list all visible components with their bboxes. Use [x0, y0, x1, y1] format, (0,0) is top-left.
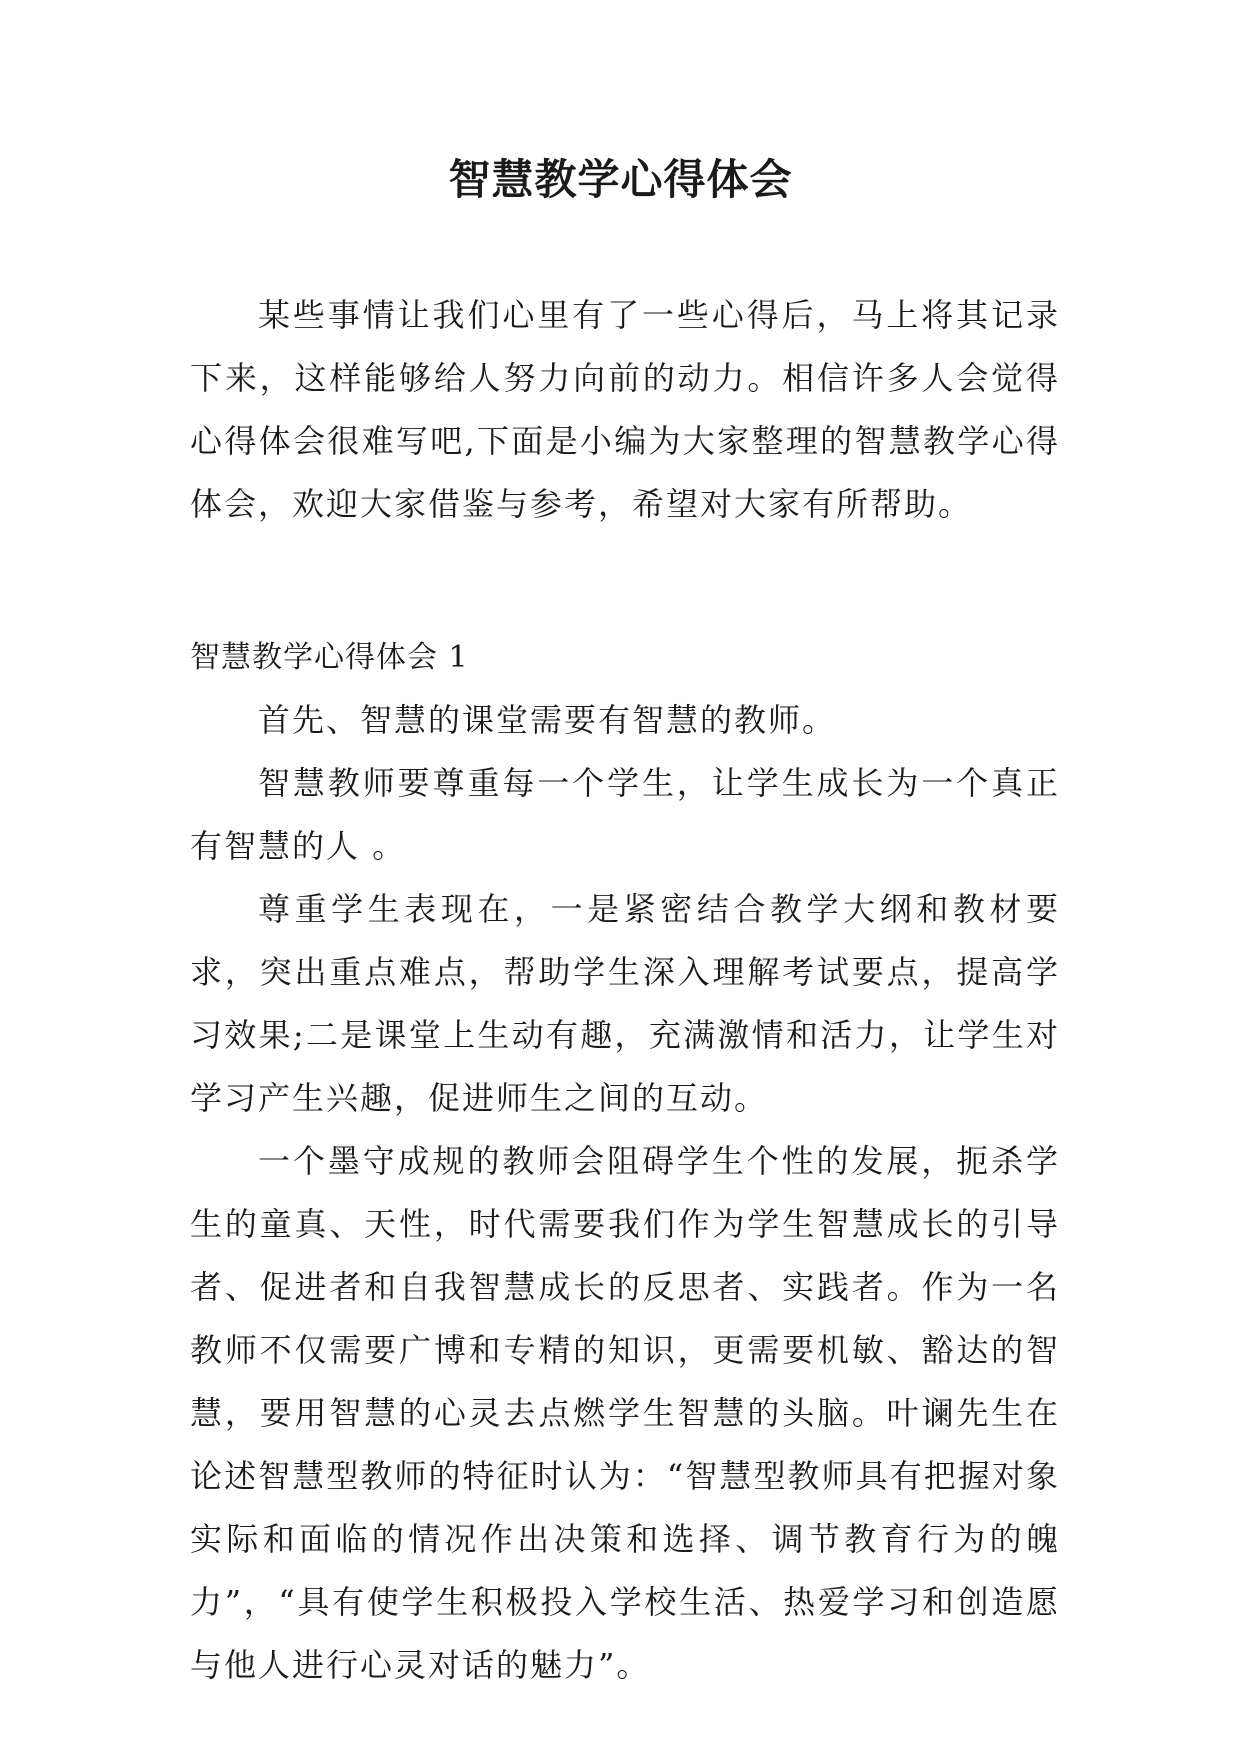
document-body	[190, 284, 1060, 1697]
section-heading: 智慧教学心得体会 1	[190, 640, 469, 675]
intro-paragraph: 某些事情让我们心里有了一些心得后，马上将其记录下来，这样能够给人努力向前的动力。相信许多人会觉得心得体会很难写吧,下面是小编为大家整理的智慧教学心得体会，欢迎大家借鉴与参考，希望对大家有所帮助。	[190, 296, 1060, 523]
body-paragraph-4: 一个墨守成规的教师会阻碍学生个性的发展，扼杀学生的童真、天性，时代需要我们作为学生智慧成长的引导者、促进者和自我智慧成长的反思者、实践者。作为一名教师不仅需要广博和专精的知识，更需要机敏、豁达的智慧，要用智慧的心灵去点燃学生智慧的头脑。叶谰先生在论述智慧型教师的特征时认为：“智慧型教师具有把握对象实际和面临的情况作出决策和选择、调节教育行为的魄力”，“具有使学生积极投入学校生活、热爱学习和创造愿与他人进行心灵对话的魅力”。	[190, 1142, 1060, 1684]
body-paragraph-3: 尊重学生表现在，一是紧密结合教学大纲和教材要求，突出重点难点，帮助学生深入理解考试要点，提高学习效果;二是课堂上生动有趣，充满激情和活力，让学生对学习产生兴趣，促进师生之间的互动。	[190, 890, 1060, 1117]
section-gap	[190, 536, 1060, 626]
body-paragraph-2: 智慧教师要尊重每一个学生，让学生成长为一个真正有智慧的人 。	[190, 764, 1060, 865]
body-paragraph-1: 首先、智慧的课堂需要有智慧的教师。	[258, 701, 837, 739]
document-title: 智慧教学心得体会	[448, 155, 793, 204]
